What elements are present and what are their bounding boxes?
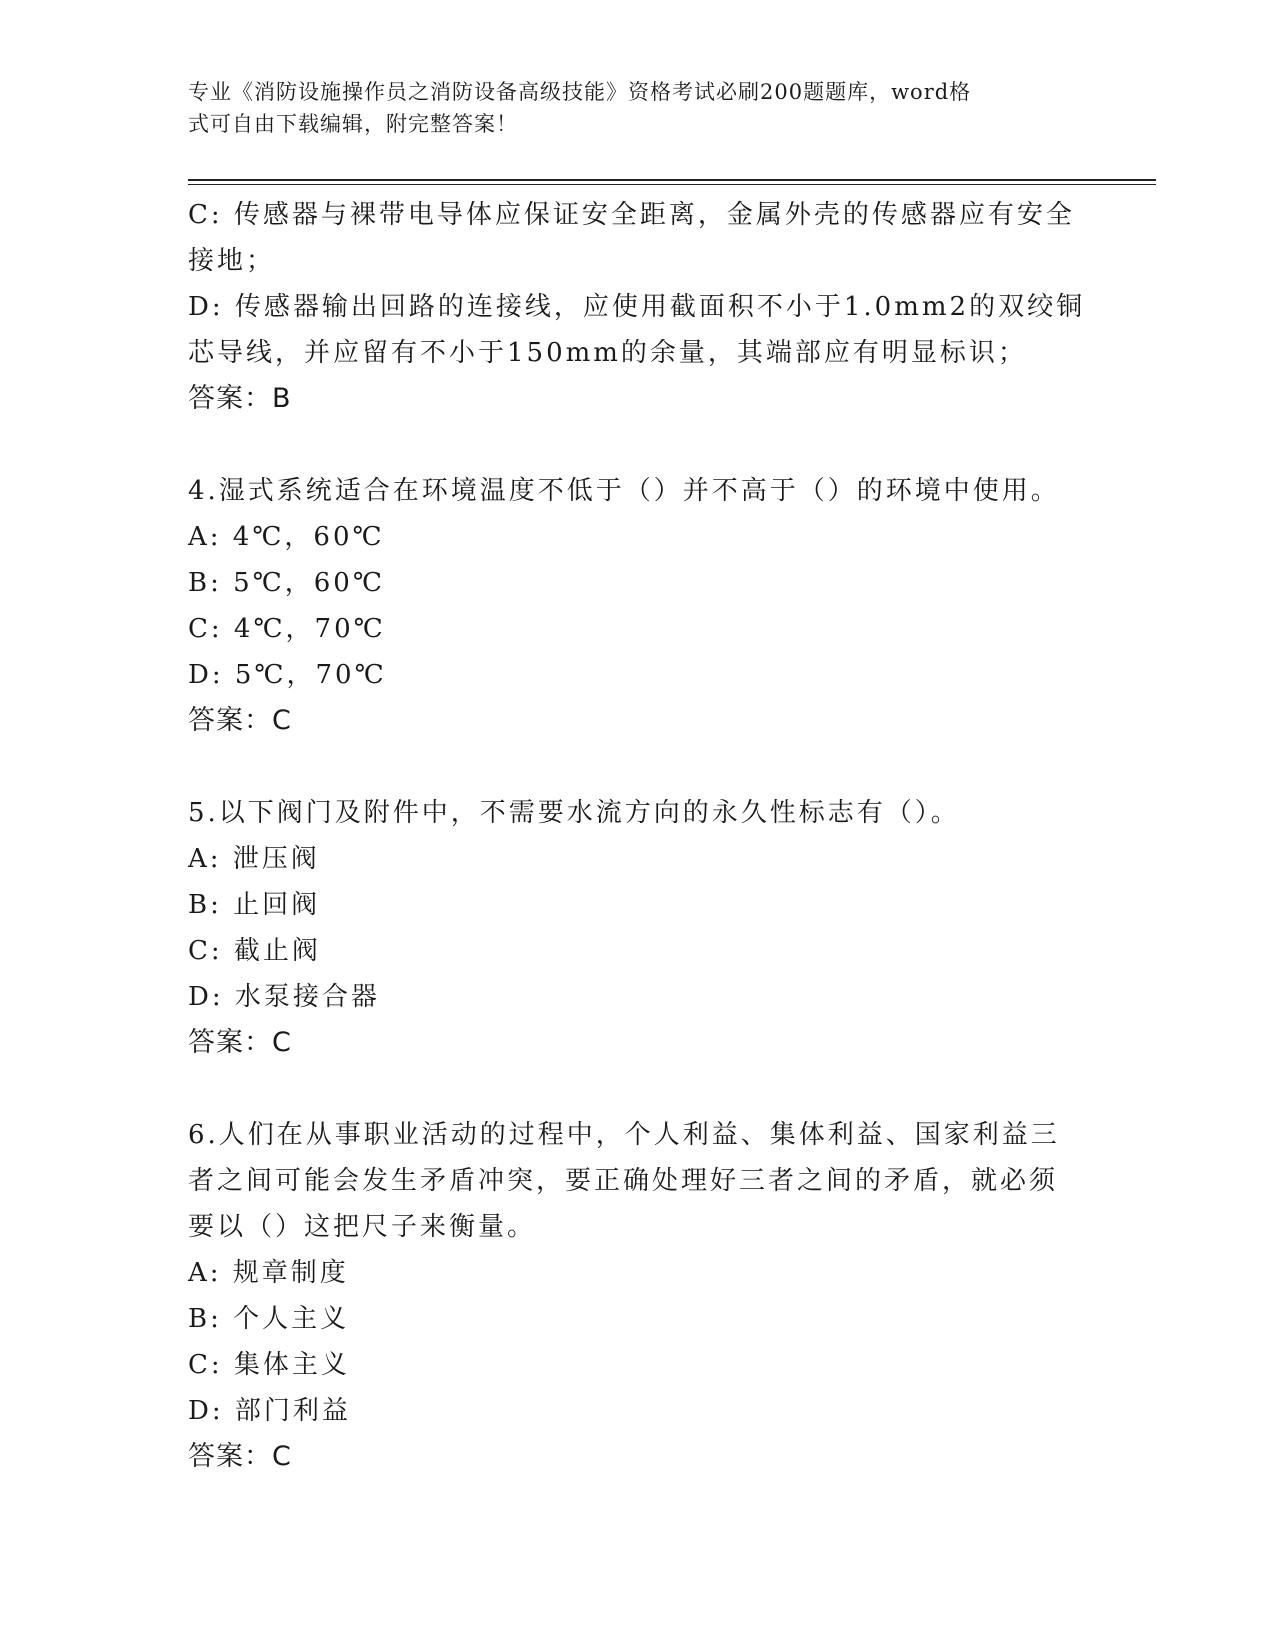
option-c: C: 4℃，70℃ [188,614,386,644]
header-divider-thin [188,184,1156,185]
answer-line: 答案：C [188,1441,292,1472]
header-line-1: 专业《消防设施操作员之消防设备高级技能》资格考试必刷200题题库，word格 [188,80,972,104]
document-header [188,76,1068,140]
option-d: D: 5℃，70℃ [188,660,387,690]
answer-line: 答案：C [188,705,292,736]
header-line-2: 式可自由下载编辑，附完整答案！ [188,112,518,136]
option-c: C: 截止阀 [188,936,321,966]
option-d-line-2: 芯导线，并应留有不小于150mm的余量，其端部应有明显标识； [188,338,1027,368]
question-4 [188,468,1088,744]
question-stem: 4.湿式系统适合在环境温度不低于（）并不高于（）的环境中使用。 [188,476,1060,506]
option-d-line-1: D: 传感器输出回路的连接线，应使用截面积不小于1.0mm2的双绞铜 [188,292,1086,322]
option-c: C: 集体主义 [188,1350,350,1380]
option-b: B: 止回阀 [188,890,321,920]
question-stem-line-3: 要以（）这把尺子来衡量。 [188,1212,537,1242]
question-5 [188,790,1088,1066]
option-b: B: 个人主义 [188,1304,350,1334]
option-c-line-1: C: 传感器与裸带电导体应保证安全距离，金属外壳的传感器应有安全 [188,200,1075,230]
question-6 [188,1112,1088,1480]
question-3-tail [188,192,1088,422]
option-d: D: 水泵接合器 [188,982,380,1012]
answer-line: 答案：B [188,383,292,414]
option-b: B: 5℃，60℃ [188,568,385,598]
question-content [188,192,1088,1480]
answer-line: 答案：C [188,1027,292,1058]
option-d: D: 部门利益 [188,1396,351,1426]
option-a: A: 4℃，60℃ [188,522,385,552]
header-divider-thick [188,179,1156,181]
option-a: A: 泄压阀 [188,844,320,874]
question-stem-line-1: 6.人们在从事职业活动的过程中，个人利益、集体利益、国家利益三 [188,1120,1060,1150]
question-stem-line-2: 者之间可能会发生矛盾冲突，要正确处理好三者之间的矛盾，就必须 [188,1166,1059,1196]
option-c-line-2: 接地； [188,246,276,276]
question-stem: 5.以下阀门及附件中，不需要水流方向的永久性标志有（）。 [188,798,960,828]
option-a: A: 规章制度 [188,1258,349,1288]
